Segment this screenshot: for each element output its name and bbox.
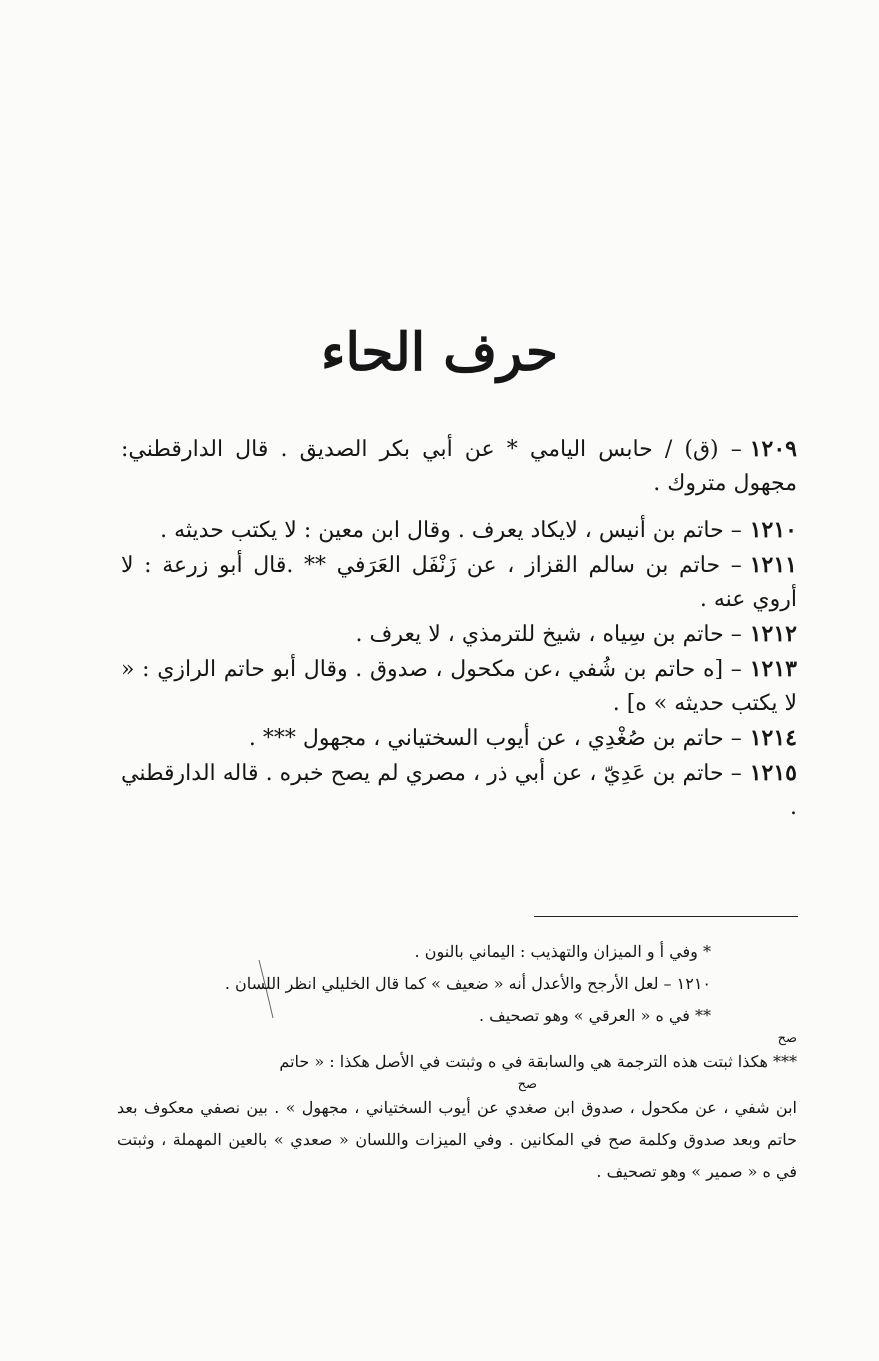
entry-text: – حاتم بن سالم القزاز ، عن زَنْفَل العَرَفي ** .قال أبو زرعة : لا أروي عنه . xyxy=(121,553,797,612)
footnote-3: ** في ه « العرقي » وهو تصحيف . xyxy=(478,1006,711,1025)
correction-mark: صح xyxy=(777,1031,797,1046)
entry-text: – (ق) / حابس اليامي * عن أبي بكر الصديق . قال الدارقطني: مجهول متروك . xyxy=(121,437,797,496)
entry-number: ١٢١٢ xyxy=(749,621,797,647)
footnote-2: ١٢١٠ – لعل الأرجح والأعدل أنه « ضعيف » كما قال الخليلي انظر اللسان . xyxy=(224,974,711,993)
entry-text: – حاتم بن عَدِيّ ، عن أبي ذر ، مصري لم يصح خبره . قاله الدارقطني . xyxy=(121,761,797,820)
entry-1213 xyxy=(121,652,797,721)
entry-1210 xyxy=(121,513,797,548)
entry-1212 xyxy=(121,617,797,652)
entry-text: – حاتم بن صُغْدِي ، عن أيوب السختياني ، مجهول *** . xyxy=(248,726,742,751)
entry-1211 xyxy=(121,548,797,617)
entry-text: – حاتم بن أنيس ، لايكاد يعرف . وقال ابن معين : لا يكتب حديثه . xyxy=(160,518,742,543)
entries-list xyxy=(121,432,797,825)
entry-text: – [ه حاتم بن شُفي ،عن مكحول ، صدوق . وقال أبو حاتم الرازي : « لا يكتب حديثه » ه] . xyxy=(121,657,797,716)
entry-number: ١٢١٥ xyxy=(749,760,797,786)
footnote-4: *** هكذا ثبتت هذه الترجمة هي والسابقة في ه وثبتت في الأصل هكذا : « حاتم xyxy=(279,1052,797,1071)
entry-1209 xyxy=(121,432,797,501)
entry-1214 xyxy=(121,721,797,756)
footnote-1: * وفي أ و الميزان والتهذيب : اليماني بالنون . xyxy=(414,942,711,961)
entry-number: ١٢١٠ xyxy=(749,517,797,543)
footnotes xyxy=(117,936,797,1188)
chapter-title: حرف الحاء xyxy=(321,322,558,383)
entry-number: ١٢١١ xyxy=(749,552,797,578)
entry-1215 xyxy=(121,756,797,825)
entry-text: – حاتم بن سِياه ، شيخ للترمذي ، لا يعرف . xyxy=(355,622,742,647)
footnote-4-continued: ابن شفي ، عن مكحول ، صدوق ابن صغدي عن أيوب السختياني ، مجهول » . بين نصفي معكوف بعد حاتم وبعد صدوق وكلمة صح في المكانين . وفي الميزات واللسان « صعدي » بالعين المهملة ، وثبتت في ه « صمير » وهو تصحيف . xyxy=(117,1098,797,1181)
entry-number: ١٢١٣ xyxy=(749,656,797,682)
footnote-divider xyxy=(534,916,798,917)
entry-number: ١٢١٤ xyxy=(749,725,797,751)
entry-number: ١٢٠٩ xyxy=(749,436,797,462)
correction-mark: صح xyxy=(517,1077,537,1092)
